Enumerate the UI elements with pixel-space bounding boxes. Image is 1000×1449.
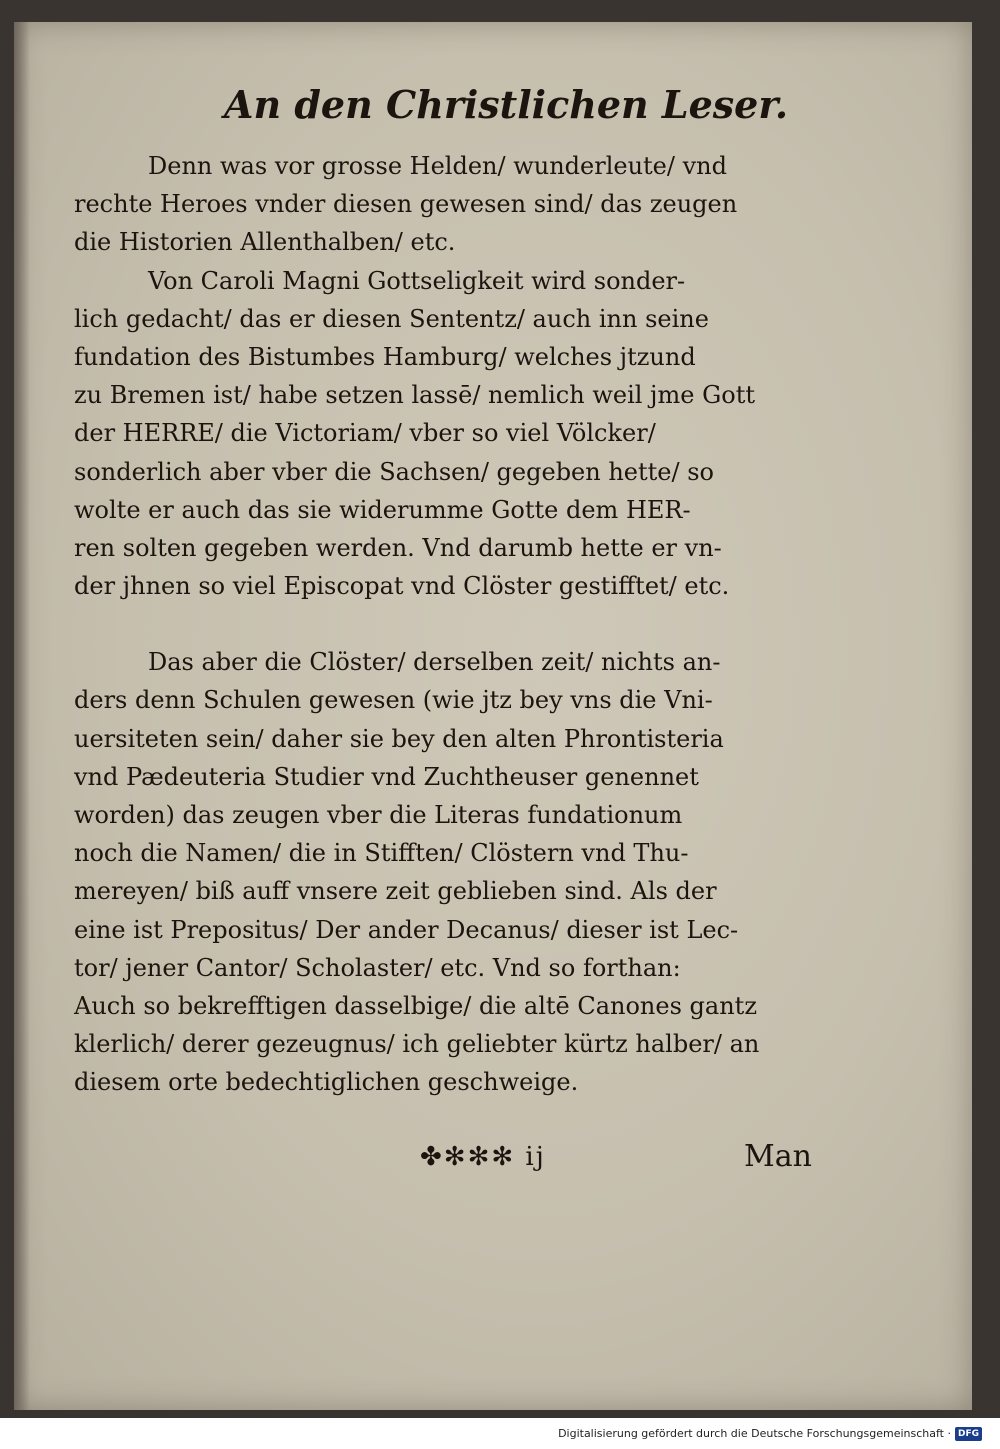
- text-line: klerlich/ derer gezeugnus/ ich geliebter kürtz halber/ an: [74, 1030, 760, 1059]
- text-line: die Historien Allenthalben/ etc.: [74, 228, 456, 257]
- text-line: worden) das zeugen vber die Literas fundationum: [74, 801, 683, 829]
- text-line: Denn was vor grosse Helden/ wunderleute/ vnd: [148, 152, 727, 180]
- credit-text: Digitalisierung gefördert durch die Deutsche Forschungsgemeinschaft ·: [558, 1427, 951, 1440]
- text-line: der HERRE/ die Victoriam/ vber so viel Völcker/: [74, 419, 656, 448]
- text-line: Das aber die Clöster/ derselben zeit/ nichts an-: [148, 648, 721, 677]
- text-line: zu Bremen ist/ habe setzen lassē/ nemlich weil jme Gott: [74, 381, 755, 410]
- text-line: diesem orte bedechtiglichen geschweige.: [74, 1068, 579, 1097]
- paragraph-gap: [74, 605, 874, 643]
- catchword: Man: [744, 1139, 812, 1174]
- text-line: fundation des Bistumbes Hamburg/ welches jtzund: [74, 342, 696, 371]
- digitization-credit: [558, 1425, 982, 1443]
- page-heading: An den Christlichen Leser.: [224, 82, 789, 127]
- text-line: noch die Namen/ die in Stifften/ Clöstern vnd Thu-: [74, 839, 689, 868]
- text-line: lich gedacht/ das er diesen Sententz/ auch inn seine: [74, 304, 709, 333]
- book-page: [14, 22, 972, 1410]
- text-line: eine ist Prepositus/ Der ander Decanus/ dieser ist Lec-: [74, 915, 739, 944]
- body-text: [74, 147, 874, 1102]
- text-line: Auch so bekrefftigen dasselbige/ die altē Canones gantz: [74, 991, 757, 1020]
- text-line: Von Caroli Magni Gottseligkeit wird sonder-: [148, 266, 686, 295]
- text-line: vnd Pædeuteria Studier vnd Zuchtheuser genennet: [74, 762, 699, 791]
- text-line: sonderlich aber vber die Sachsen/ gegeben hette/ so: [74, 457, 714, 486]
- text-line: der jhnen so viel Episcopat vnd Clöster gestifftet/ etc.: [74, 572, 730, 601]
- text-line: wolte er auch das sie widerumme Gotte dem HER-: [74, 495, 691, 524]
- text-line: ders denn Schulen gewesen (wie jtz bey vns die Vni-: [74, 686, 713, 715]
- signature-mark: ✤✻✻✻ ij: [420, 1142, 546, 1172]
- dfg-logo: DFG: [955, 1427, 982, 1441]
- text-line: ren solten gegeben werden. Vnd darumb hette er vn-: [74, 533, 722, 562]
- text-line: tor/ jener Cantor/ Scholaster/ etc. Vnd so forthan:: [74, 953, 681, 982]
- text-line: rechte Heroes vnder diesen gewesen sind/ das zeugen: [74, 190, 738, 219]
- text-line: uersiteten sein/ daher sie bey den alten Phrontisteria: [74, 724, 724, 753]
- text-line: mereyen/ biß auff vnsere zeit geblieben sind. Als der: [74, 877, 717, 906]
